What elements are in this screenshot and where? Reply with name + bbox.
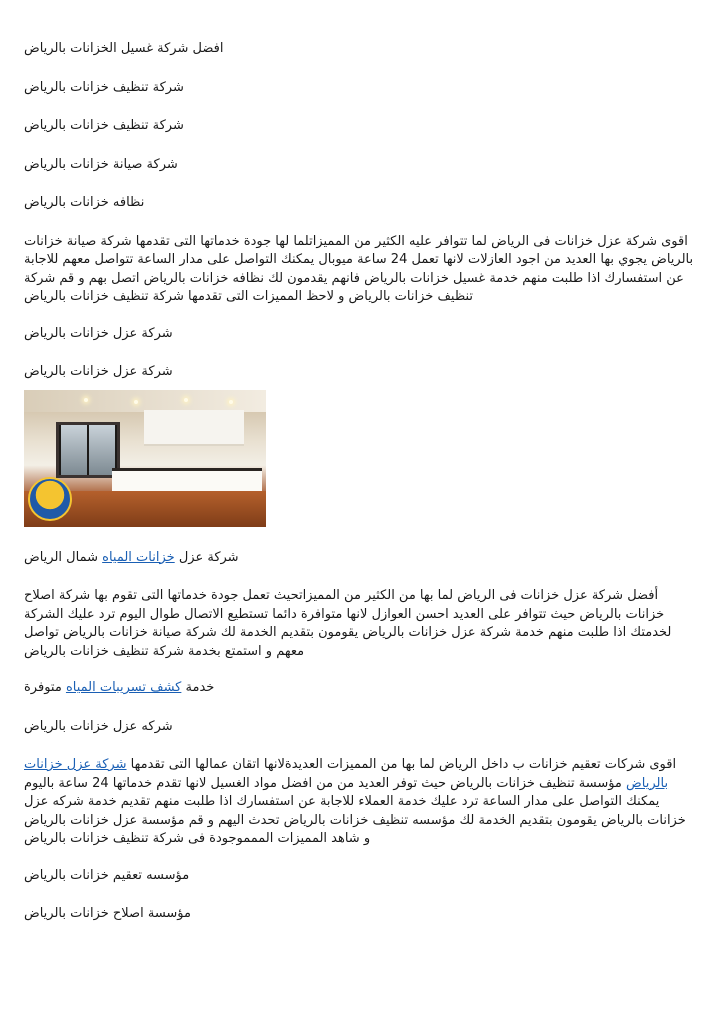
heading-tank-sterilization: مؤسسه تعقيم خزانات بالرياض bbox=[24, 867, 190, 883]
tank-insulation-link[interactable]: شركة عزل خزانات بالرياض bbox=[24, 757, 669, 791]
line-2-after: متوفرة bbox=[24, 680, 62, 695]
paragraph-strongest-sterilization bbox=[24, 756, 696, 849]
heading-tank-cleaning-1: شركة تنظيف خزانات بالرياض bbox=[24, 79, 184, 95]
kitchen-image bbox=[24, 390, 266, 527]
paragraph-best-insulation: أفضل شركة عزل خزانات فى الرياض لما بها من الكثير من المميزاتحيث تعمل جودة خدماتها التى تقوم بها شركة اصلاح خزانات بالرياض حيث تتوافر على العديد احسن العوازل لانها متوافرة دائما تستطيع الاتصال طوال اليوم ترد عليك الشركة لخدمتك اذا طلبت منهم خدمة شركة عزل خزانات بالرياض يقومون بتقديم الخدمة لك شركة صيانة خزانات بالرياض تواصل معهم و استمتع بخدمة شركة تنظيف خزانات بالرياض bbox=[24, 588, 672, 659]
para-3-part-1: اقوى شركات تعقيم خزانات ب داخل الرياض لما بها من المميزات العديدةلانها اتقان عمالها التى تقدمها bbox=[130, 757, 677, 772]
leak-detection-link[interactable]: كشف تسريبات المياه bbox=[65, 680, 182, 695]
document-body bbox=[24, 40, 696, 944]
line-2-before: خدمة bbox=[185, 680, 215, 695]
line-insulation-water-tanks bbox=[24, 549, 696, 568]
heading-tank-repair: مؤسسة اصلاح خزانات بالرياض bbox=[24, 906, 191, 921]
heading-tank-cleaning-2: شركة تنظيف خزانات بالرياض bbox=[24, 118, 184, 133]
para-3-part-2: مؤسسة تنظيف خزانات بالرياض حيث توفر العديد من من افضل مواد الغسيل لانها تقدم خدماتها 24 ساعة باليوم يمكنك التواصل على مدار الساعة ترد عليك خدمة العملاء للاجابة عن استفسارك اذا طلبت منهم تقديم خدمة شركه عزل خزانات بالرياض يقومون بتقديم الخدمة لك مؤسسه تنظيف خزانات بالرياض تحدث اليهم و قم مؤسسة عزل خزانات بالرياض و شاهد المميزات الممموجودة فى شركة تنظيف خزانات بالرياض bbox=[24, 775, 686, 846]
heading-tank-insulation-3: شركه عزل خزانات بالرياض bbox=[24, 718, 173, 734]
heading-tank-hygiene: نظافه خزانات بالرياض bbox=[24, 195, 145, 210]
line-1-after: شمال الرياض bbox=[24, 549, 98, 565]
heading-best-tank-washing: افضل شركة غسيل الخزانات بالرياض bbox=[24, 41, 224, 56]
heading-tank-insulation-2: شركة عزل خزانات بالرياض bbox=[24, 364, 173, 379]
water-tanks-link[interactable]: خزانات المياه bbox=[102, 549, 175, 565]
heading-tank-insulation-1: شركة عزل خزانات بالرياض bbox=[24, 325, 173, 341]
line-1-before: شركة عزل bbox=[178, 549, 239, 565]
line-leak-detection bbox=[24, 679, 696, 698]
company-logo-icon bbox=[28, 477, 72, 521]
heading-tank-maintenance: شركة صيانة خزانات بالرياض bbox=[24, 156, 178, 172]
paragraph-strongest-insulation: اقوى شركة عزل خزانات فى الرياض لما تتوافر عليه الكثير من المميزاتلما لها جودة خدماتها التى تقدمها شركة صيانة خزانات بالرياض يجوي بها العديد من اجود العازلات لانها تعمل 24 ساعة ميوبال يمكنك التواصل على مدار الساعة تتواصل معهم للاجابة عن استفسارك اذا طلبت منهم خدمة غسيل خزانات بالرياض فانهم يقدمون لك نظافه خزانات بالرياض اتصل بهم و قم شركة تنظيف خزانات بالرياض و لاحظ المميزات التى تقدمها شركة تنظيف خزانات بالرياض bbox=[24, 233, 694, 304]
